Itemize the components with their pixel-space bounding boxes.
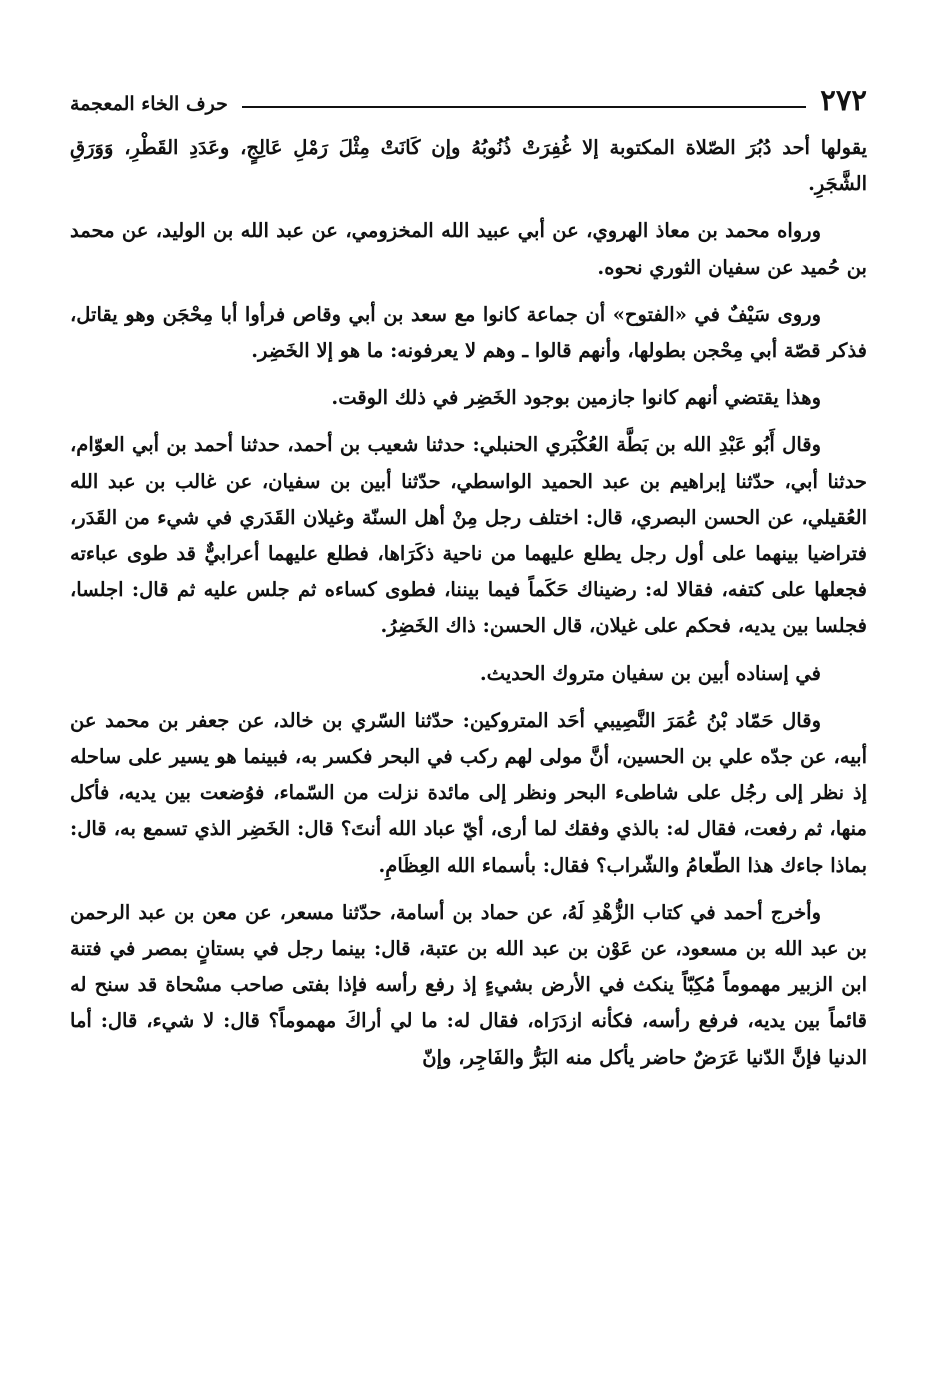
paragraph: وروى سَيْفٌ في «الفتوح» أن جماعة كانوا مع سعد بن أبي وقاص فرأوا أبا مِحْجَن وهو يقاتل، فذكر قصّة أبي مِحْجن بطولها، وأنهم قالوا ـ وهم لا يعرفونه: ما هو إلا الخَضِر. [70, 302, 867, 363]
paragraph: يقولها أحد دُبُرَ الصّلاة المكتوبة إلا غُفِرَتْ ذُنُوبُهُ وإن كَانَتْ مِثْلَ رَمْلِ عَالِجٍ، وعَدَدِ القَطْرِ، وَوَرَقِ الشَّجَرِ. [70, 136, 867, 196]
running-title: حرف الخاء المعجمة [70, 93, 228, 115]
paragraph: وهذا يقتضي أنهم كانوا جازمين بوجود الخَضِر في ذلك الوقت. [331, 386, 821, 410]
header-rule [242, 106, 806, 108]
paragraph: وأخرج أحمد في كتاب الزُّهْدِ لَهُ، عن حماد بن أسامة، حدّثنا مسعر، عن معن بن عبد الرحمن بن عبد الله بن مسعود، عن عَوْن بن عبد الله بن عتبة، قال: بينما رجل في بستانٍ بمصر في فتنة ابن الزبير مهموماً مُكِبّاً ينكث في الأرض بشيءٍ إذ رفع رأسه فإذا بفتى صاحب مسْحاة قد سنح له قائماً بين يديه، فرفع رأسه، فكأنه ازدَرَاه، فقال له: ما لي أراكَ مهموماً؟ قال: لا شيء، قال: أما الدنيا فإنَّ الدّنيا عَرَضٌ حاضر يأكل منه البَرُّ والفَاجِر، وإنّ [70, 900, 867, 1069]
paragraph: وقال حَمّاد بْنُ عُمَرَ النَّصِيبي أحَد المتروكين: حدّثنا السّري بن خالد، عن جعفر بن محمد عن أبيه، عن جدّه علي بن الحسين، أنَّ مولى لهم ركب في البحر فكسر به، فبينما هو يسير على ساحله إذ نظر إلى رجُل على شاطىء البحر ونظر إلى مائدة نزلت من السّماء، فوُضعت بين يديه، فأكل منها، ثم رفعت، فقال له: بالذي وفقك لما أرى، أيّ عباد الله أنتَ؟ قال: الخَضِر الذي تسمع به، قال: بماذا جاءك هذا الطّعامُ والشّراب؟ فقال: بأسماء الله العِظَامِ. [70, 708, 867, 877]
paragraph: في إسناده أبين بن سفيان متروك الحديث. [479, 661, 821, 685]
paragraph: ورواه محمد بن معاذ الهروي، عن أبي عبيد الله المخزومي، عن عبد الله بن الوليد، عن محمد بن حُميد عن سفيان الثوري نحوه. [70, 219, 867, 279]
page-number: ٢٧٢ [820, 82, 867, 117]
page-header [70, 78, 867, 122]
book-page [70, 78, 867, 1087]
body-text [70, 130, 867, 1076]
paragraph: وقال أَبُو عَبْدِ الله بن بَطَّة العُكْبَري الحنبلي: حدثنا شعيب بن أحمد، حدثنا أحمد بن أبي العوّام، حدثنا أبي، حدّثنا إبراهيم بن عبد الحميد الواسطي، حدّثنا أبين بن سفيان، عن غالب بن عبد الله العُقيلي، عن الحسن البصري، قال: اختلف رجل مِنْ أهل السنّة وغيلان القَدَري في شيء من القَدَر، فتراضيا بينهما على أول رجل يطلع عليهما من ناحية ذكَرَاها، فطلع عليهما أعرابيٌّ قد طوى عباءته فجعلها على كتفه، فقالا له: رضيناك حَكَماً فيما بيننا، فطوى كساءه ثم جلس عليه ثم قال: اجلسا، فجلسا بين يديه، فحكم على غيلان، قال الحسن: ذاك الخَضِرُ. [70, 433, 867, 638]
